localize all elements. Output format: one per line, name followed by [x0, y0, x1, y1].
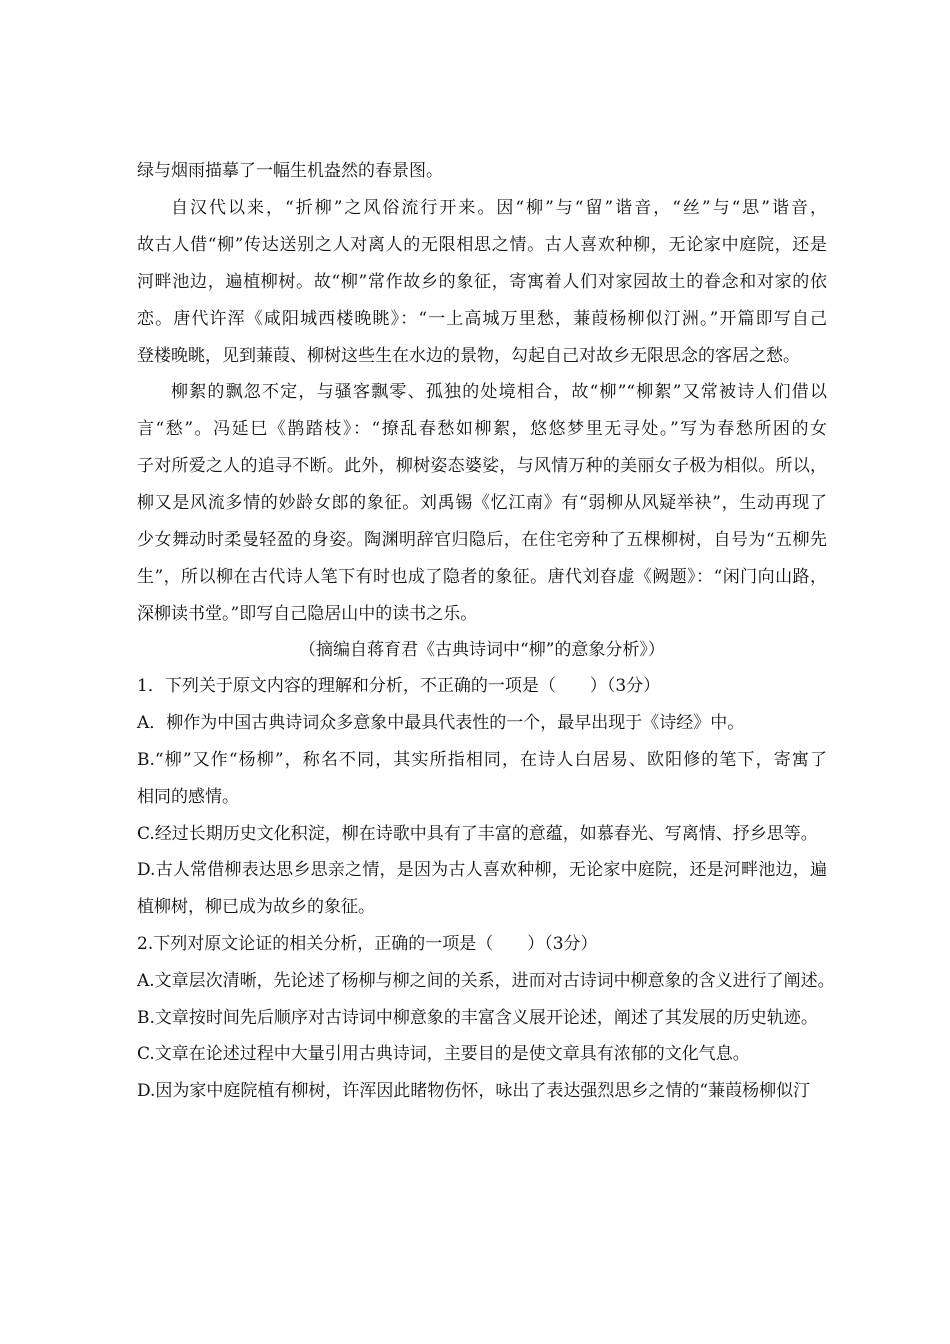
passage-line: 自汉代以来，“折柳”之风俗流行开来。因“柳”与“留”谐音，“丝”与“思”谐音， — [171, 198, 827, 218]
passage-line: 柳又是风流多情的妙龄女郎的象征。刘禹锡《忆江南》有“弱柳从风疑举袂”，生动再现了 — [137, 493, 827, 513]
question-1-stem: 1．下列关于原文内容的理解和分析，不正确的一项是（ ）（3分） — [137, 676, 661, 696]
passage-line: 深柳读书堂。”即写自己隐居山中的读书之乐。 — [137, 604, 478, 624]
passage-line: 绿与烟雨描摹了一幅生机盎然的春景图。 — [137, 161, 443, 181]
passage-line: 言“愁”。冯延巳《鹊踏枝》：“撩乱春愁如柳絮，悠悠梦里无寻处。”写为春愁所困的女 — [137, 419, 827, 439]
passage-line: 登楼晚眺，见到蒹葭、柳树这些生在水边的景物，勾起自己对故乡无限思念的客居之愁。 — [137, 346, 800, 366]
passage-line: 少女舞动时柔曼轻盈的身姿。陶渊明辞官归隐后，在住宅旁种了五棵柳树，自号为“五柳先 — [137, 530, 827, 550]
passage-line: 故古人借“柳”传达送别之人对离人的无限相思之情。古人喜欢种柳，无论家中庭院，还是 — [137, 235, 827, 255]
question-1-option-b: B.“柳”又作“杨柳”，称名不同，其实所指相同，在诗人白居易、欧阳修的笔下，寄寓了 — [137, 750, 827, 770]
question-2-option-c: C.文章在论述过程中大量引用古典诗词，主要目的是使文章具有浓郁的文化气息。 — [137, 1044, 750, 1064]
question-1-option-c: C.经过长期历史文化积淀，柳在诗歌中具有了丰富的意蕴，如慕春光、写离情、抒乡思等。 — [137, 824, 818, 844]
question-2-option-d: D.因为家中庭院植有柳树，许浑因此睹物伤怀，咏出了表达强烈思乡之情的“蒹葭杨柳似汀 — [137, 1081, 811, 1101]
passage-line: 生”，所以柳在古代诗人笔下有时也成了隐者的象征。唐代刘昚虚《阙题》：“闲门向山路， — [137, 567, 827, 587]
question-2-stem: 2.下列对原文论证的相关分析，正确的一项是（ ）（3分） — [137, 934, 598, 954]
source-citation: （摘编自蒋育君《古典诗词中“柳”的意象分析》） — [299, 640, 665, 660]
passage-line: 河畔池边，遍植柳树。故“柳”常作故乡的象征，寄寓着人们对家园故土的眷念和对家的依 — [137, 272, 827, 292]
question-1-option-b-cont: 相同的感情。 — [137, 787, 239, 807]
question-1-option-a: A．柳作为中国古典诗词众多意象中最具代表性的一个，最早出现于《诗经》中。 — [137, 713, 745, 733]
question-2-option-a: A.文章层次清晰，先论述了杨柳与柳之间的关系，进而对古诗词中柳意象的含义进行了阐述。 — [137, 971, 835, 991]
question-1-option-d-cont: 植柳树，柳已成为故乡的象征。 — [137, 897, 375, 917]
passage-line: 柳絮的飘忽不定，与骚客飘零、孤独的处境相合，故“柳”“柳絮”又常被诗人们借以 — [171, 382, 827, 402]
question-1-option-d: D.古人常借柳表达思乡思亲之情，是因为古人喜欢种柳，无论家中庭院，还是河畔池边，遍 — [137, 860, 827, 880]
question-2-option-b: B.文章按时间先后顺序对古诗词中柳意象的丰富含义展开论述，阐述了其发展的历史轨迹。 — [137, 1008, 818, 1028]
passage-line: 子对所爱之人的追寻不断。此外，柳树姿态婆娑，与风情万种的美丽女子极为相似。所以， — [137, 456, 827, 476]
passage-line: 恋。唐代许浑《咸阳城西楼晚眺》：“一上高城万里愁，蒹葭杨柳似汀洲。”开篇即写自己 — [137, 309, 827, 329]
